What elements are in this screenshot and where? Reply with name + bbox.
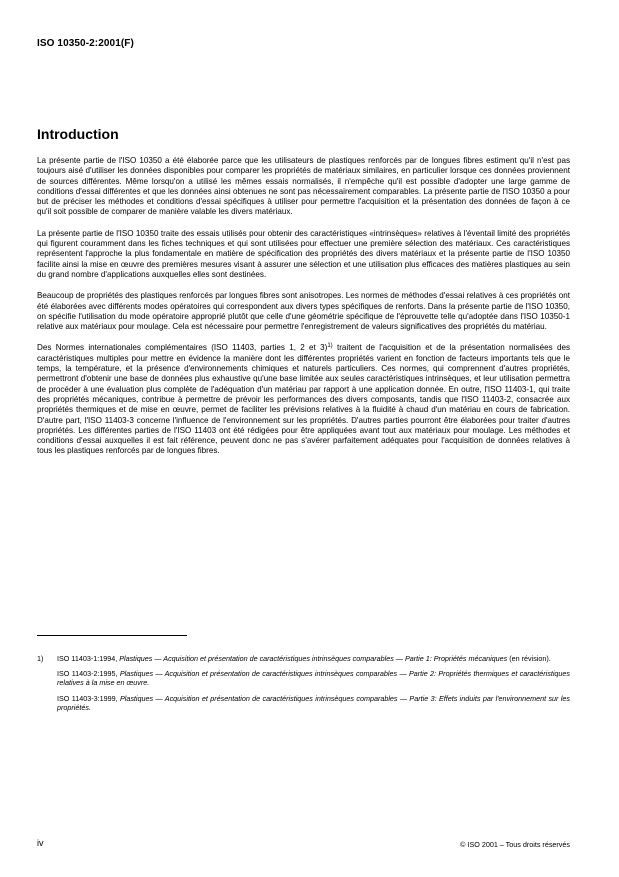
footnote-title: Plastiques — Acquisition et présentation de caractéristiques intrinsèques comparables — Partie 1: Propriétés mécaniques bbox=[119, 654, 508, 663]
footnote-title: Plastiques — Acquisition et présentation de caractéristiques intrinsèques comparables — Partie 3: Effets induits par l'environnement sur les propriétés. bbox=[57, 693, 571, 712]
footnote-marker: 1) bbox=[37, 654, 44, 663]
footnote-text bbox=[57, 669, 570, 687]
footnotes bbox=[37, 654, 570, 718]
page-number: iv bbox=[37, 838, 44, 848]
footnote-ref: ISO 11403-2:1995, bbox=[57, 669, 120, 679]
footnote-item bbox=[37, 654, 570, 663]
paragraph-2: La présente partie de l'ISO 10350 traite des essais utilisés pour obtenir des caractéristiques «intrinsèques» relatives à l'éventail limité des propriétés qui figurent couramment dans les fiches techniques et qui sont utilisées pour effectuer une première sélection des matériaux. Ces caractéristiques représentent l'approche la plus fondamentale en matière de spécification des propriétés des divers matériaux et la présente partie de l'ISO 10350 facilite ainsi la mise en œuvre des premières mesures visant à assurer une sélection et une utilisation plus efficaces des matières plastiques au sein du grand nombre d'applications auxquelles elles sont destinées. bbox=[37, 228, 570, 279]
footnote-ref: ISO 11403-1:1994, bbox=[57, 654, 120, 663]
paragraph-3: Beaucoup de propriétés des plastiques renforcés par longues fibres sont anisotropes. Les normes de méthodes d'essai relatives à ces propriétés ont été élaborées avec différents modes opératoires qui correspondent aux divers types spécifiques de renforts. Dans la présente partie de l'ISO 10350, on spécifie l'utilisation du mode opératoire approprié plutôt que celle d'une géométrie spécifique de l'éprouvette telle qu'adoptée dans l'ISO 10350-1 relative aux matériaux pour moulage. Cela est nécessaire pour permettre l'enregistrement de valeurs significatives des propriétés du matériau. bbox=[37, 291, 570, 332]
footnote-marker bbox=[37, 694, 57, 712]
paragraph-1: La présente partie de l'ISO 10350 a été élaborée parce que les utilisateurs de plastiques renforcés par de longues fibres estiment qu'il n'est pas toujours aisé d'utiliser les données disponibles pour comparer les propriétés de matériaux similaires, en particulier lorsque ces données proviennent de sources différentes. Même lorsqu'on a utilisé les mêmes essais normalisés, il n'empêche qu'il est possible d'adopter une large gamme de conditions d'essai différentes et que les données ainsi obtenues ne sont pas nécessairement comparables. La présente partie de l'ISO 10350 a pour but de préciser les méthodes et conditions d'essai spécifiques à utiliser pour permettre l'acquisition et la présentation des données de façon à ce qu'il soit possible de comparer de manière valable les divers matériaux. bbox=[37, 156, 570, 217]
footnote-ref-mark[interactable]: 1) bbox=[327, 343, 333, 350]
footnote-text bbox=[57, 654, 570, 663]
section-title: Introduction bbox=[37, 126, 119, 142]
copyright-notice: © ISO 2001 – Tous droits réservés bbox=[460, 840, 570, 849]
document-header-id: ISO 10350-2:2001(F) bbox=[37, 38, 134, 49]
paragraph-4-rest: traitent de l'acquisition et de la présentation normalisées des caractéristiques multiples pour mettre en évidence la manière dont les différentes propriétés varient en fonction de facteurs importants tels que le temps, la température, et la présence d'environnements chimiques et naturels particuliers. Ces normes, qui comprennent d'autres propriétés, permettront d'obtenir une base de données plus exhaustive qu'une base limitée aux seules caractéristiques intrinsèques, et leur utilisation permettra de procéder à une évaluation plus complète de l'adéquation d'un matériau par rapport à une application donnée. En outre, l'ISO 11403-1, qui traite des propriétés mécaniques, contribue à permettre de prévoir les performances des divers composants, tandis que l'ISO 11403-2, consacrée aux propriétés thermiques et de mise en œuvre, permet de faciliter les prévisions relatives à la fluidité à chaud d'un matériau en cours de fabrication. D'autre part, l'ISO 11403-3 concerne l'influence de l'environnement sur les propriétés. D'autres parties pourront être élaborées pour traiter d'autres propriétés. Les différentes parties de l'ISO 11403 ont été rédigées pour être appliquées avant tout aux matériaux pour moulage. Les méthodes et conditions d'essai auxquelles il est fait référence, peuvent donc ne pas s'avérer parfaitement adéquates pour l'acquisition de données relatives à tous les plastiques renforcés par de longues fibres. bbox=[37, 343, 570, 456]
footnote-note: (en révision). bbox=[507, 654, 551, 663]
footnote-marker bbox=[37, 669, 57, 687]
footnote-ref: ISO 11403-3:1999, bbox=[57, 693, 120, 703]
footnote-item bbox=[37, 694, 570, 712]
footnote-divider bbox=[37, 635, 187, 636]
footnote-title: Plastiques — Acquisition et présentation de caractéristiques intrinsèques comparables — Partie 2: Propriétés thermiques et caractéristiques relatives à la mise en œuvre. bbox=[57, 669, 571, 688]
body-text bbox=[37, 156, 570, 468]
paragraph-4 bbox=[37, 343, 570, 456]
footnote-item bbox=[37, 669, 570, 687]
paragraph-4-lead: Des Normes internationales complémentaires (ISO 11403, parties 1, 2 et 3) bbox=[37, 343, 328, 353]
footnote-text bbox=[57, 694, 570, 712]
